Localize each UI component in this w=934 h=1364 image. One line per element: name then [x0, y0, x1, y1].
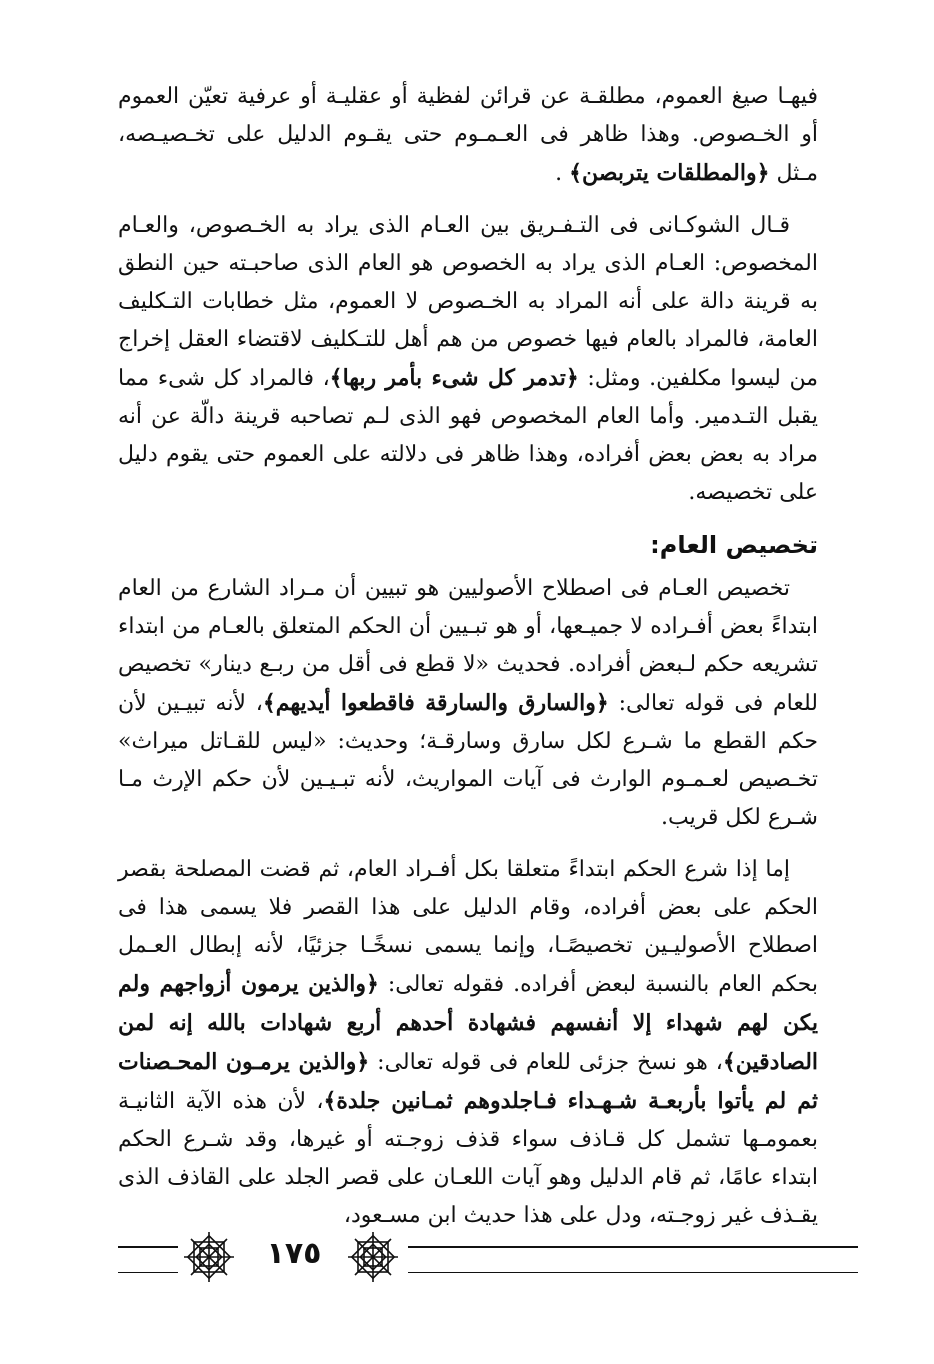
- paragraph-3: [118, 570, 818, 837]
- quran-quote: ﴿والذين يرمون أزواجهم ولم يكن لهم شهداء إلا أنفسهم فشهادة أحدهم أربع شهادات بالله إنه لمن الصادقين﴾: [118, 971, 819, 1075]
- paragraph-3-part1: تخصيص العـام فى اصطلاح الأصوليين هو تبيين أن مـراد الشارع من العام ابتداءً بعض أفـراده لا جميـعها، أو هو تبـيين أن الحكم المتعلق بالعـام من ابتداء تشريعه حكم لـبعض أفراده. فحديث «لا قطع فى أقل من ربـع دينار» تخصيص للعام فى قوله تعالى:: [118, 576, 818, 716]
- page-footer: [118, 1228, 858, 1288]
- quran-quote: ﴿والسارق والسارقة فاقطعوا أيديهم﴾: [262, 690, 609, 716]
- footer-rule-right: [408, 1246, 858, 1248]
- page-number: ١٧٥: [266, 1236, 322, 1271]
- paragraph-4-part2: ، هو نسخ جزئى للعام فى قوله تعالى:: [377, 1050, 723, 1075]
- body-text: [118, 78, 818, 1249]
- section-heading: تخصيص العام:: [650, 531, 818, 559]
- paragraph-4: [118, 851, 818, 1235]
- paragraph-1: [118, 78, 818, 193]
- footer-rule-left-lower: [118, 1272, 178, 1273]
- footer-rule-left: [118, 1246, 178, 1248]
- paragraph-2-part2: ، فالمراد كل شىء مما يقبل التـدمير. وأما العام المخصوص فهو الذى لـم تصاحبه قرينة دالّة عن أنه مراد به بعض بعض أفراده، وهذا ظاهر فى دلالته على العموم حتى يقوم دليل على تخصيصه.: [118, 366, 818, 505]
- footer-rule-right-lower: [408, 1272, 858, 1273]
- quran-quote: ﴿تدمر كل شىء بأمر ربها﴾: [329, 365, 579, 391]
- quran-quote: ﴿والمطلقات يتربصن﴾: [569, 160, 770, 186]
- paragraph-4-part1: إما إذا شرع الحكم ابتداءً متعلقا بكل أفـراد العام، ثم قضت المصلحة بقصر الحكم على بعض أفراده، وقام الدليل على هذا القصر فلا يسمى هذا فى اصطلاح الأصوليـين تخصيصًـا، وإنما يسمى نسخًـا جزئيًا، لأنه إبطال العـمل بحكم العام بالنسبة لبعض أفراده. فقوله تعالى:: [118, 857, 819, 997]
- paragraph-2: [118, 207, 818, 512]
- star-ornament-icon: [344, 1228, 402, 1286]
- paragraph-1-tail: .: [555, 161, 563, 186]
- paragraph-2-part1: قـال الشوكـانى فى التـفـريق بين العـام الذى يراد به الخـصوص، والعـام المخصوص: العـام الذى يراد به الخصوص هو العام الذى صاحبـته حين النطق به قرينة دالة على أنه المراد به الخـصوص لا العموم، مثل خطابات التـكليف العامة، فالمراد بالعام فيها خصوص من هم أهل للتـكليف لاقتضاء العقل إخراج من ليسوا مكلفين. ومثل:: [118, 213, 818, 391]
- paragraph-4-part3: ، لأن هذه الآية الثانيـة بعمومـها تشمل كل قـاذف سواء قذف زوجـته أو غيرها، وقد شـرع الحكم ابتداء عامًا، ثم قام الدليل وهو آيات اللعـان على قصر الجلد على القاذف الذى يقـذف غير زوجـته، ودل على هذا حديث ابن مسـعود،: [118, 1089, 818, 1228]
- quran-quote: ﴿والذين يرمـون المحـصنات ثم لم يأتوا بأربعـة شـهـداء فـاجلدوهم ثمـانين جلدة﴾: [118, 1049, 818, 1114]
- paragraph-1-text: فيهـا صيغ العموم، مطلقـة عن قرائن لفظية أو عقليـة أو عرفية تعيّن العموم أو الخـصوص. وهذا ظاهر فى العـمـوم حتى يقـوم الدليل على تخـصيـصه، مـثل: [118, 84, 818, 186]
- paragraph-3-part2: ، لأنه تبيـين لأن حكم القطع ما شـرع لكل سارق وسارقـة؛ وحديث: «ليس للقـاتل ميراث» تخـصيص لعـمـوم الوارث فى آيات المواريث، لأنه تبـيـين لأن حكم الإرث مـا شـرع لكل قريب.: [118, 691, 818, 830]
- star-ornament-icon: [180, 1228, 238, 1286]
